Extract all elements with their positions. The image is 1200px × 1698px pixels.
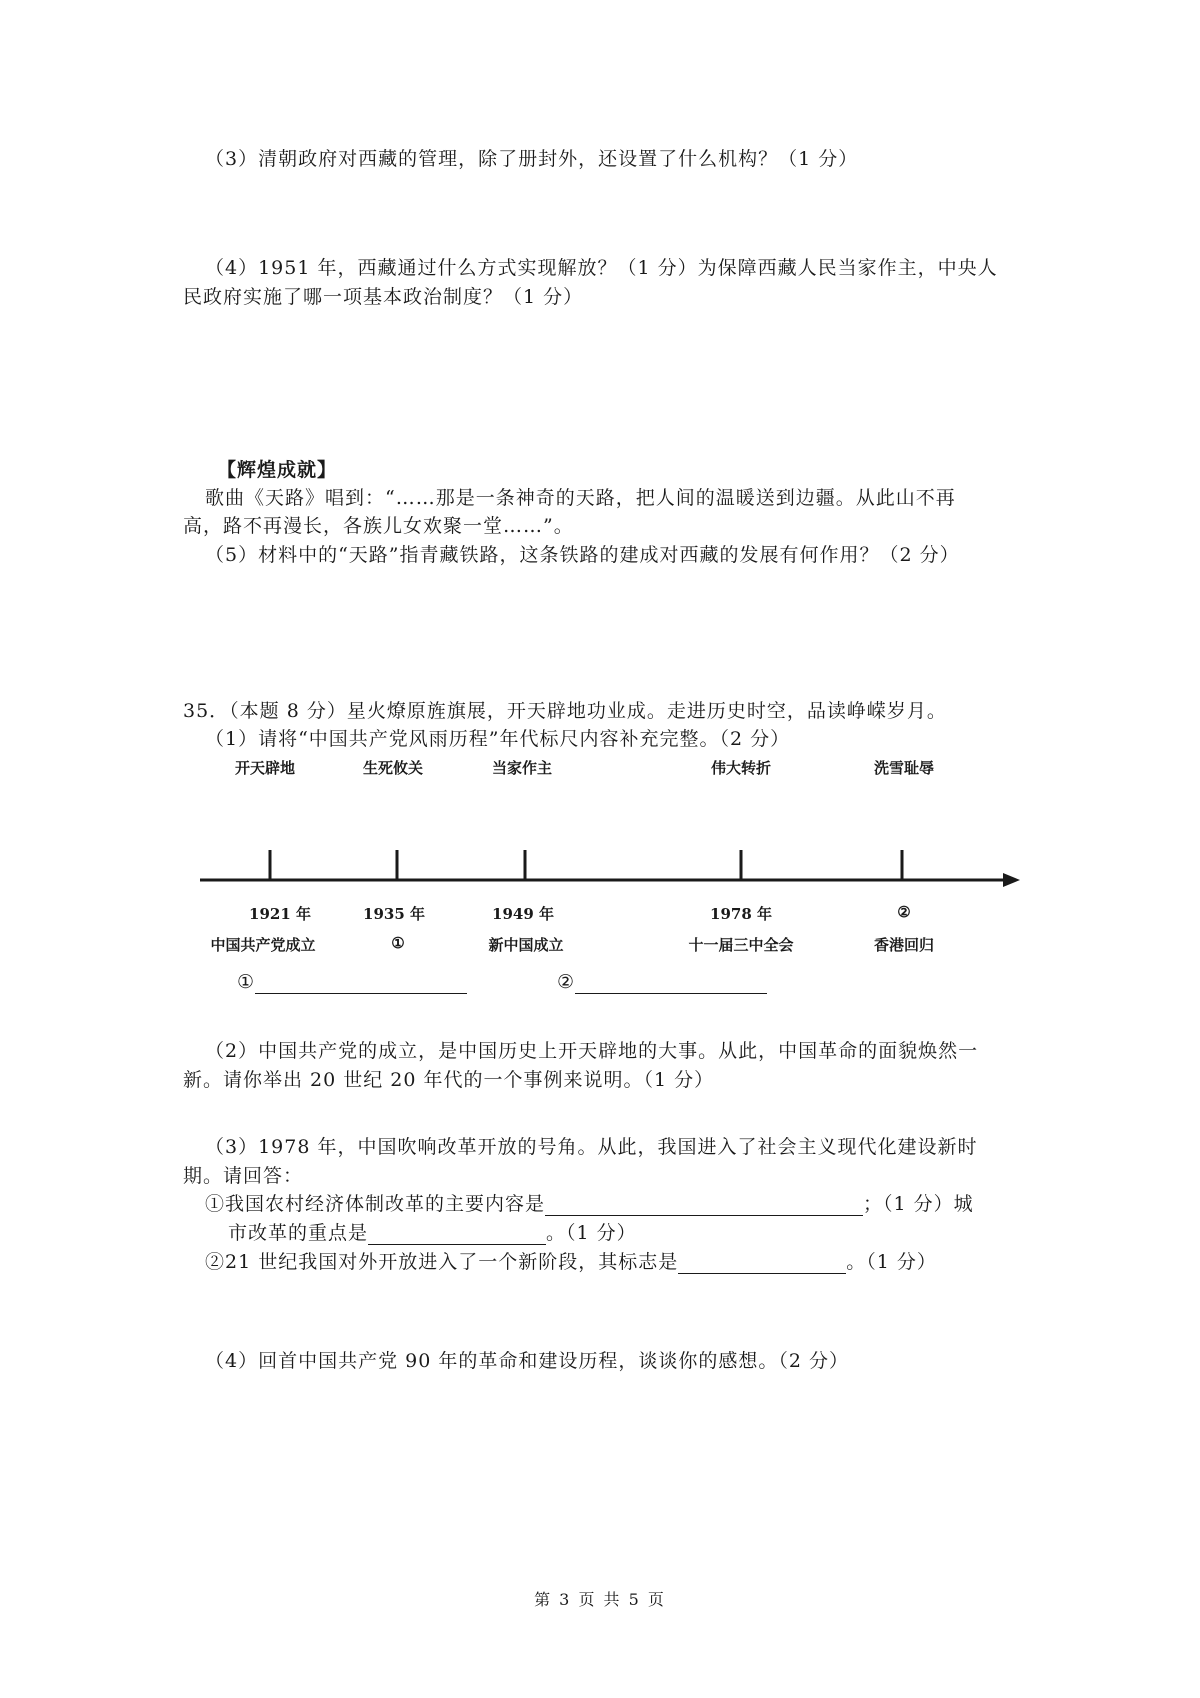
q34-part3: （3）清朝政府对西藏的管理，除了册封外，还设置了什么机构？（1 分） — [205, 148, 859, 170]
q35-intro: 35．（本题 8 分）星火燎原旌旗展，开天辟地功业成。走进历史时空，品读峥嵘岁月。 — [183, 700, 947, 722]
timeline-event: 新中国成立 — [488, 936, 564, 954]
q35-part3-line1: （3）1978 年，中国吹响改革开放的号角。从此，我国进入了社会主义现代化建设新时 — [205, 1136, 978, 1158]
timeline-event: ① — [391, 934, 405, 952]
answer-blank-1[interactable] — [237, 970, 467, 994]
timeline-event: 十一届三中全会 — [688, 936, 794, 954]
timeline-year: 1921 年 — [249, 905, 311, 923]
q35-part3-a2 — [228, 1221, 637, 1245]
blank-2-label: ② — [557, 971, 576, 993]
timeline-year: 1935 年 — [363, 905, 425, 923]
timeline-theme: 当家作主 — [491, 759, 553, 777]
q35-part2-line1: （2）中国共产党的成立，是中国历史上开天辟地的大事。从此，中国革命的面貌焕然一 — [205, 1040, 979, 1062]
section-heading: 【辉煌成就】 — [217, 459, 338, 481]
blank-2-line[interactable] — [575, 973, 767, 994]
q3b-blank[interactable] — [678, 1253, 846, 1274]
q3b-prefix: ②21 世纪我国对外开放进入了一个新阶段，其标志是 — [205, 1251, 679, 1273]
timeline-year: ② — [897, 903, 911, 921]
q35-part4: （4）回首中国共产党 90 年的革命和建设历程，谈谈你的感想。（2 分） — [205, 1350, 849, 1372]
timeline-theme: 开天辟地 — [234, 759, 296, 777]
blank-1-line[interactable] — [255, 973, 467, 994]
song-quote-line1: 歌曲《天路》唱到：“……那是一条神奇的天路，把人间的温暖送到边疆。从此山不再 — [205, 487, 956, 509]
q3b-suffix: 。（1 分） — [846, 1251, 937, 1273]
timeline-event: 中国共产党成立 — [210, 936, 316, 954]
timeline-theme: 伟大转折 — [710, 759, 772, 777]
timeline-year: 1978 年 — [710, 905, 772, 923]
blank-1-label: ① — [237, 971, 256, 993]
q3a2-blank[interactable] — [368, 1224, 546, 1245]
q35-part3-a — [205, 1192, 974, 1216]
q3a2-prefix: 市改革的重点是 — [228, 1222, 369, 1244]
timeline-arrowhead — [1003, 873, 1020, 887]
q35-part1: （1）请将“中国共产党风雨历程”年代标尺内容补充完整。（2 分） — [205, 728, 791, 750]
answer-blank-2[interactable] — [557, 970, 767, 994]
timeline-theme: 生死攸关 — [362, 759, 424, 777]
q35-part2-line2: 新。请你举出 20 世纪 20 年代的一个事例来说明。（1 分） — [183, 1069, 715, 1091]
timeline-year: 1949 年 — [492, 905, 554, 923]
q35-part3-b — [205, 1250, 937, 1274]
q3a2-suffix: 。（1 分） — [546, 1222, 637, 1244]
q3a-suffix: ；（1 分）城 — [863, 1193, 974, 1215]
timeline-event: 香港回归 — [873, 936, 935, 954]
q3a-blank[interactable] — [545, 1195, 863, 1216]
q34-part4-line2: 民政府实施了哪一项基本政治制度？（1 分） — [183, 286, 584, 308]
page-footer: 第 3 页 共 5 页 — [534, 1590, 666, 1609]
song-quote-line2: 高，路不再漫长，各族儿女欢聚一堂……”。 — [183, 515, 574, 537]
q34-part4-line1: （4）1951 年，西藏通过什么方式实现解放？（1 分）为保障西藏人民当家作主，中央人 — [205, 257, 998, 279]
timeline-theme: 洗雪耻辱 — [873, 759, 935, 777]
q3a-prefix: ①我国农村经济体制改革的主要内容是 — [205, 1193, 546, 1215]
q34-part5: （5）材料中的“天路”指青藏铁路，这条铁路的建成对西藏的发展有何作用？（2 分） — [205, 544, 960, 566]
q35-part3-line2: 期。请回答： — [183, 1165, 304, 1187]
